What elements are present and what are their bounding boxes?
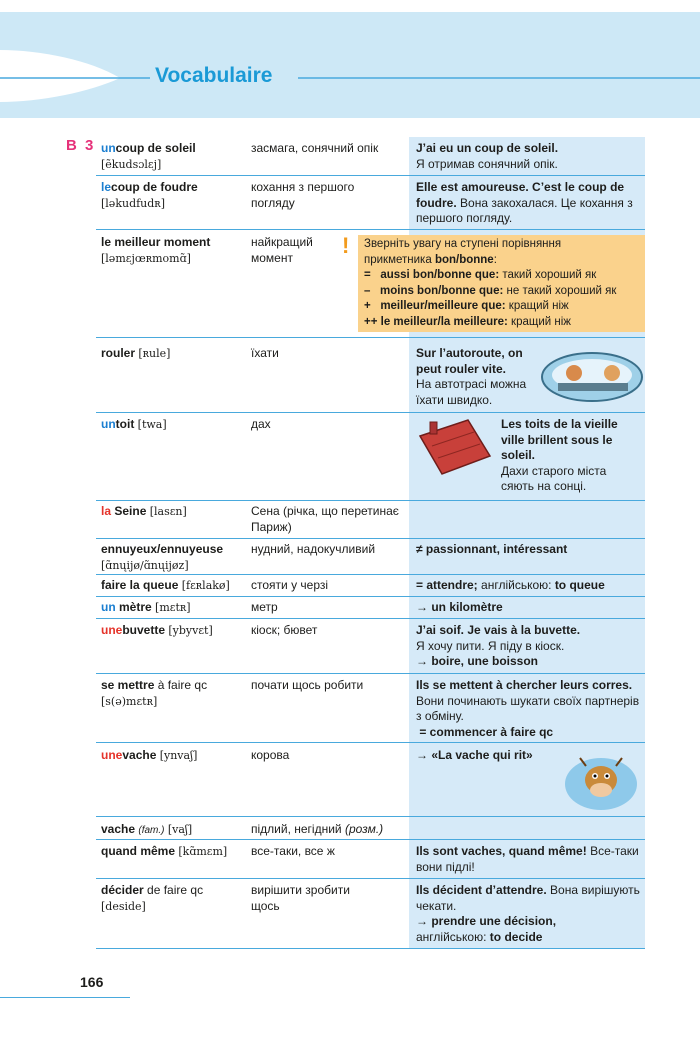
page-number: 166 bbox=[80, 974, 104, 990]
term: faire la queue [fɛʀlakø] bbox=[101, 578, 230, 592]
cow-illustration bbox=[562, 750, 640, 812]
term: un mètre [mɛtʀ] bbox=[101, 600, 191, 614]
page-title: Vocabulaire bbox=[155, 64, 273, 87]
translation: підлий, негідний (розм.) bbox=[251, 822, 384, 836]
example: Les toits de la vieille ville brillent sous le soleil. Дахи старого міста сяють на сонці. bbox=[501, 417, 618, 493]
example: Ils sont vaches, quand même! Все-таки вони підлі! bbox=[416, 844, 639, 874]
translation: корова bbox=[251, 748, 290, 762]
term: décider de faire qc [deside] bbox=[101, 883, 204, 913]
note-line: ++ le meilleur/la meilleure: кращий ніж bbox=[364, 315, 571, 328]
term: lecoup de foudre [lәkudfudʀ] bbox=[101, 180, 198, 210]
translation: почати щось робити bbox=[251, 678, 364, 692]
footer-line bbox=[0, 997, 130, 998]
note-line: + meilleur/meilleure que: кращий ніж bbox=[364, 300, 569, 313]
example: Ils décident d’attendre. Вона вирішують чекати. → prendre une décision, англійською: to decide bbox=[416, 883, 640, 944]
term: unevache [ynvaʃ] bbox=[101, 748, 198, 762]
term: quand même [kɑ̃mɛm] bbox=[101, 844, 228, 858]
term: ennuyeux/ennuyeuse [ɑ̃nųijø/ɑ̃nųijøz] bbox=[101, 542, 224, 572]
translation: дах bbox=[251, 417, 271, 431]
term: unebuvette [ybyvɛt] bbox=[101, 623, 213, 637]
example: = attendre; англійською: to queue bbox=[416, 578, 605, 592]
term: se mettre à faire qc [s(ә)mɛtʀ] bbox=[101, 678, 208, 708]
example: J’ai soif. Je vais à la buvette. Я хочу пити. Я піду в кіоск. → boire, une boisson bbox=[416, 623, 581, 668]
translation: вирішити зробити щось bbox=[251, 883, 350, 913]
example: Elle est amoureuse. C’est le coup de foudre. Вона закохалася. Це кохання з першого погляду. bbox=[416, 180, 633, 225]
grammar-note: Зверніть увагу на ступені порівняння прикметника bon/bonne: = aussi bon/bonne que: такий хороший як – moins bon/bonne que: не такий хороший як + meilleur/meilleure que: кращий ніж ++ le meilleur/la meilleure: кращий ніж bbox=[358, 235, 645, 332]
translation: нудний, надокучливий bbox=[251, 542, 376, 556]
term: la Seine [lasɛn] bbox=[101, 504, 187, 518]
section-label: B 3 bbox=[66, 137, 96, 154]
note-line: – moins bon/bonne que: не такий хороший як bbox=[364, 284, 617, 297]
translation: стояти у черзі bbox=[251, 578, 329, 592]
roof-illustration bbox=[412, 416, 494, 478]
note-line: = aussi bon/bonne que: такий хороший як bbox=[364, 269, 597, 282]
attention-icon: ! bbox=[342, 233, 350, 258]
term: rouler [ʀule] bbox=[101, 346, 171, 360]
car-illustration bbox=[540, 345, 645, 405]
translation: метр bbox=[251, 600, 278, 614]
term: untoit [twa] bbox=[101, 417, 167, 431]
translation: засмага, сонячний опік bbox=[251, 141, 379, 155]
example: Ils se mettent à chercher leurs corres. Вони починають шукати своїх партнерів з обміну. = commencer à faire qc bbox=[416, 678, 640, 739]
term: le meilleur moment [lәmɛjœʀmomɑ̃] bbox=[101, 235, 211, 265]
translation: кіоск; бювет bbox=[251, 623, 318, 637]
translation: найкращий момент bbox=[251, 235, 313, 265]
example: Sur l’autoroute, on peut rouler vite. На автотрасі можна їхати швидко. bbox=[416, 346, 527, 407]
translation: Сена (річка, що перетинає Париж) bbox=[251, 504, 399, 534]
example: J’ai eu un coup de soleil. Я отримав сонячний опік. bbox=[416, 141, 559, 171]
example: → un kilomètre bbox=[416, 600, 503, 614]
translation: кохання з першого погляду bbox=[251, 180, 355, 210]
header-top-strip bbox=[0, 0, 700, 12]
translation: їхати bbox=[251, 346, 279, 360]
header-decoration bbox=[0, 40, 700, 110]
term: uncoup de soleil [ẽkudsɔlɛj] bbox=[101, 141, 196, 171]
example: ≠ passionnant, intéressant bbox=[416, 542, 568, 556]
translation: все-таки, все ж bbox=[251, 844, 335, 858]
example: → «La vache qui rit» bbox=[416, 748, 533, 762]
term: vache (fam.) [vaʃ] bbox=[101, 822, 193, 836]
